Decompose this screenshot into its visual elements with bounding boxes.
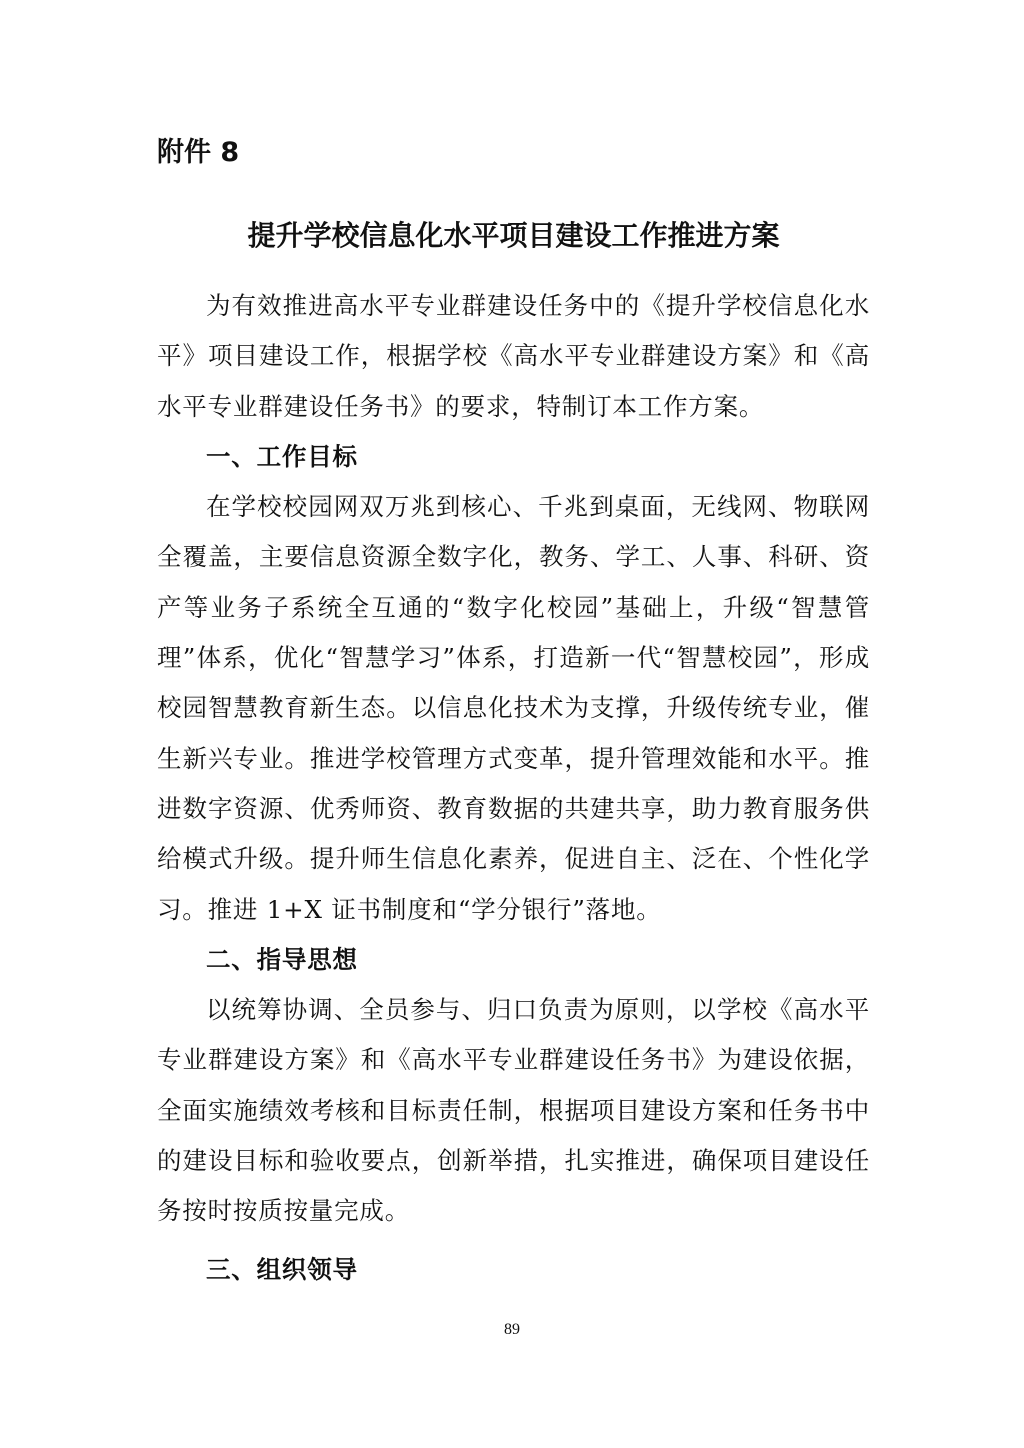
section-body-guiding-ideology: 以统筹协调、全员参与、归口负责为原则，以学校《高水平专业群建设方案》和《高水平专业群建设任务书》为建设依据，全面实施绩效考核和目标责任制，根据项目建设方案和任务书中的建设目标和验收要点，创新举措，扎实推进，确保项目建设任务按时按质按量完成。 xyxy=(157,995,870,1226)
document-title: 提升学校信息化水平项目建设工作推进方案 xyxy=(247,219,780,252)
intro-paragraph: 为有效推进高水平专业群建设任务中的《提升学校信息化水平》项目建设工作，根据学校《高水平专业群建设方案》和《高水平专业群建设任务书》的要求，特制订本工作方案。 xyxy=(157,291,870,421)
page-number: 89 xyxy=(504,1321,520,1338)
section-heading-goals: 一、工作目标 xyxy=(206,441,358,471)
section-heading-guiding-ideology: 二、指导思想 xyxy=(206,944,358,974)
section-body-goals: 在学校校园网双万兆到核心、千兆到桌面，无线网、物联网全覆盖，主要信息资源全数字化，教务、学工、人事、科研、资产等业务子系统全互通的“数字化校园”基础上，升级“智慧管理”体系，优化“智慧学习”体系，打造新一代“智慧校园”，形成校园智慧教育新生态。以信息化技术为支撑，升级传统专业，催生新兴专业。推进学校管理方式变革，提升管理效能和水平。推进数字资源、优秀师资、教育数据的共建共享，助力教育服务供给模式升级。提升师生信息化素养，促进自主、泛在、个性化学习。推进 1+X 证书制度和“学分银行”落地。 xyxy=(157,492,870,924)
section-heading-organization: 三、组织领导 xyxy=(206,1254,358,1284)
attachment-label: 附件 8 xyxy=(157,137,240,168)
document-body xyxy=(157,281,870,1295)
